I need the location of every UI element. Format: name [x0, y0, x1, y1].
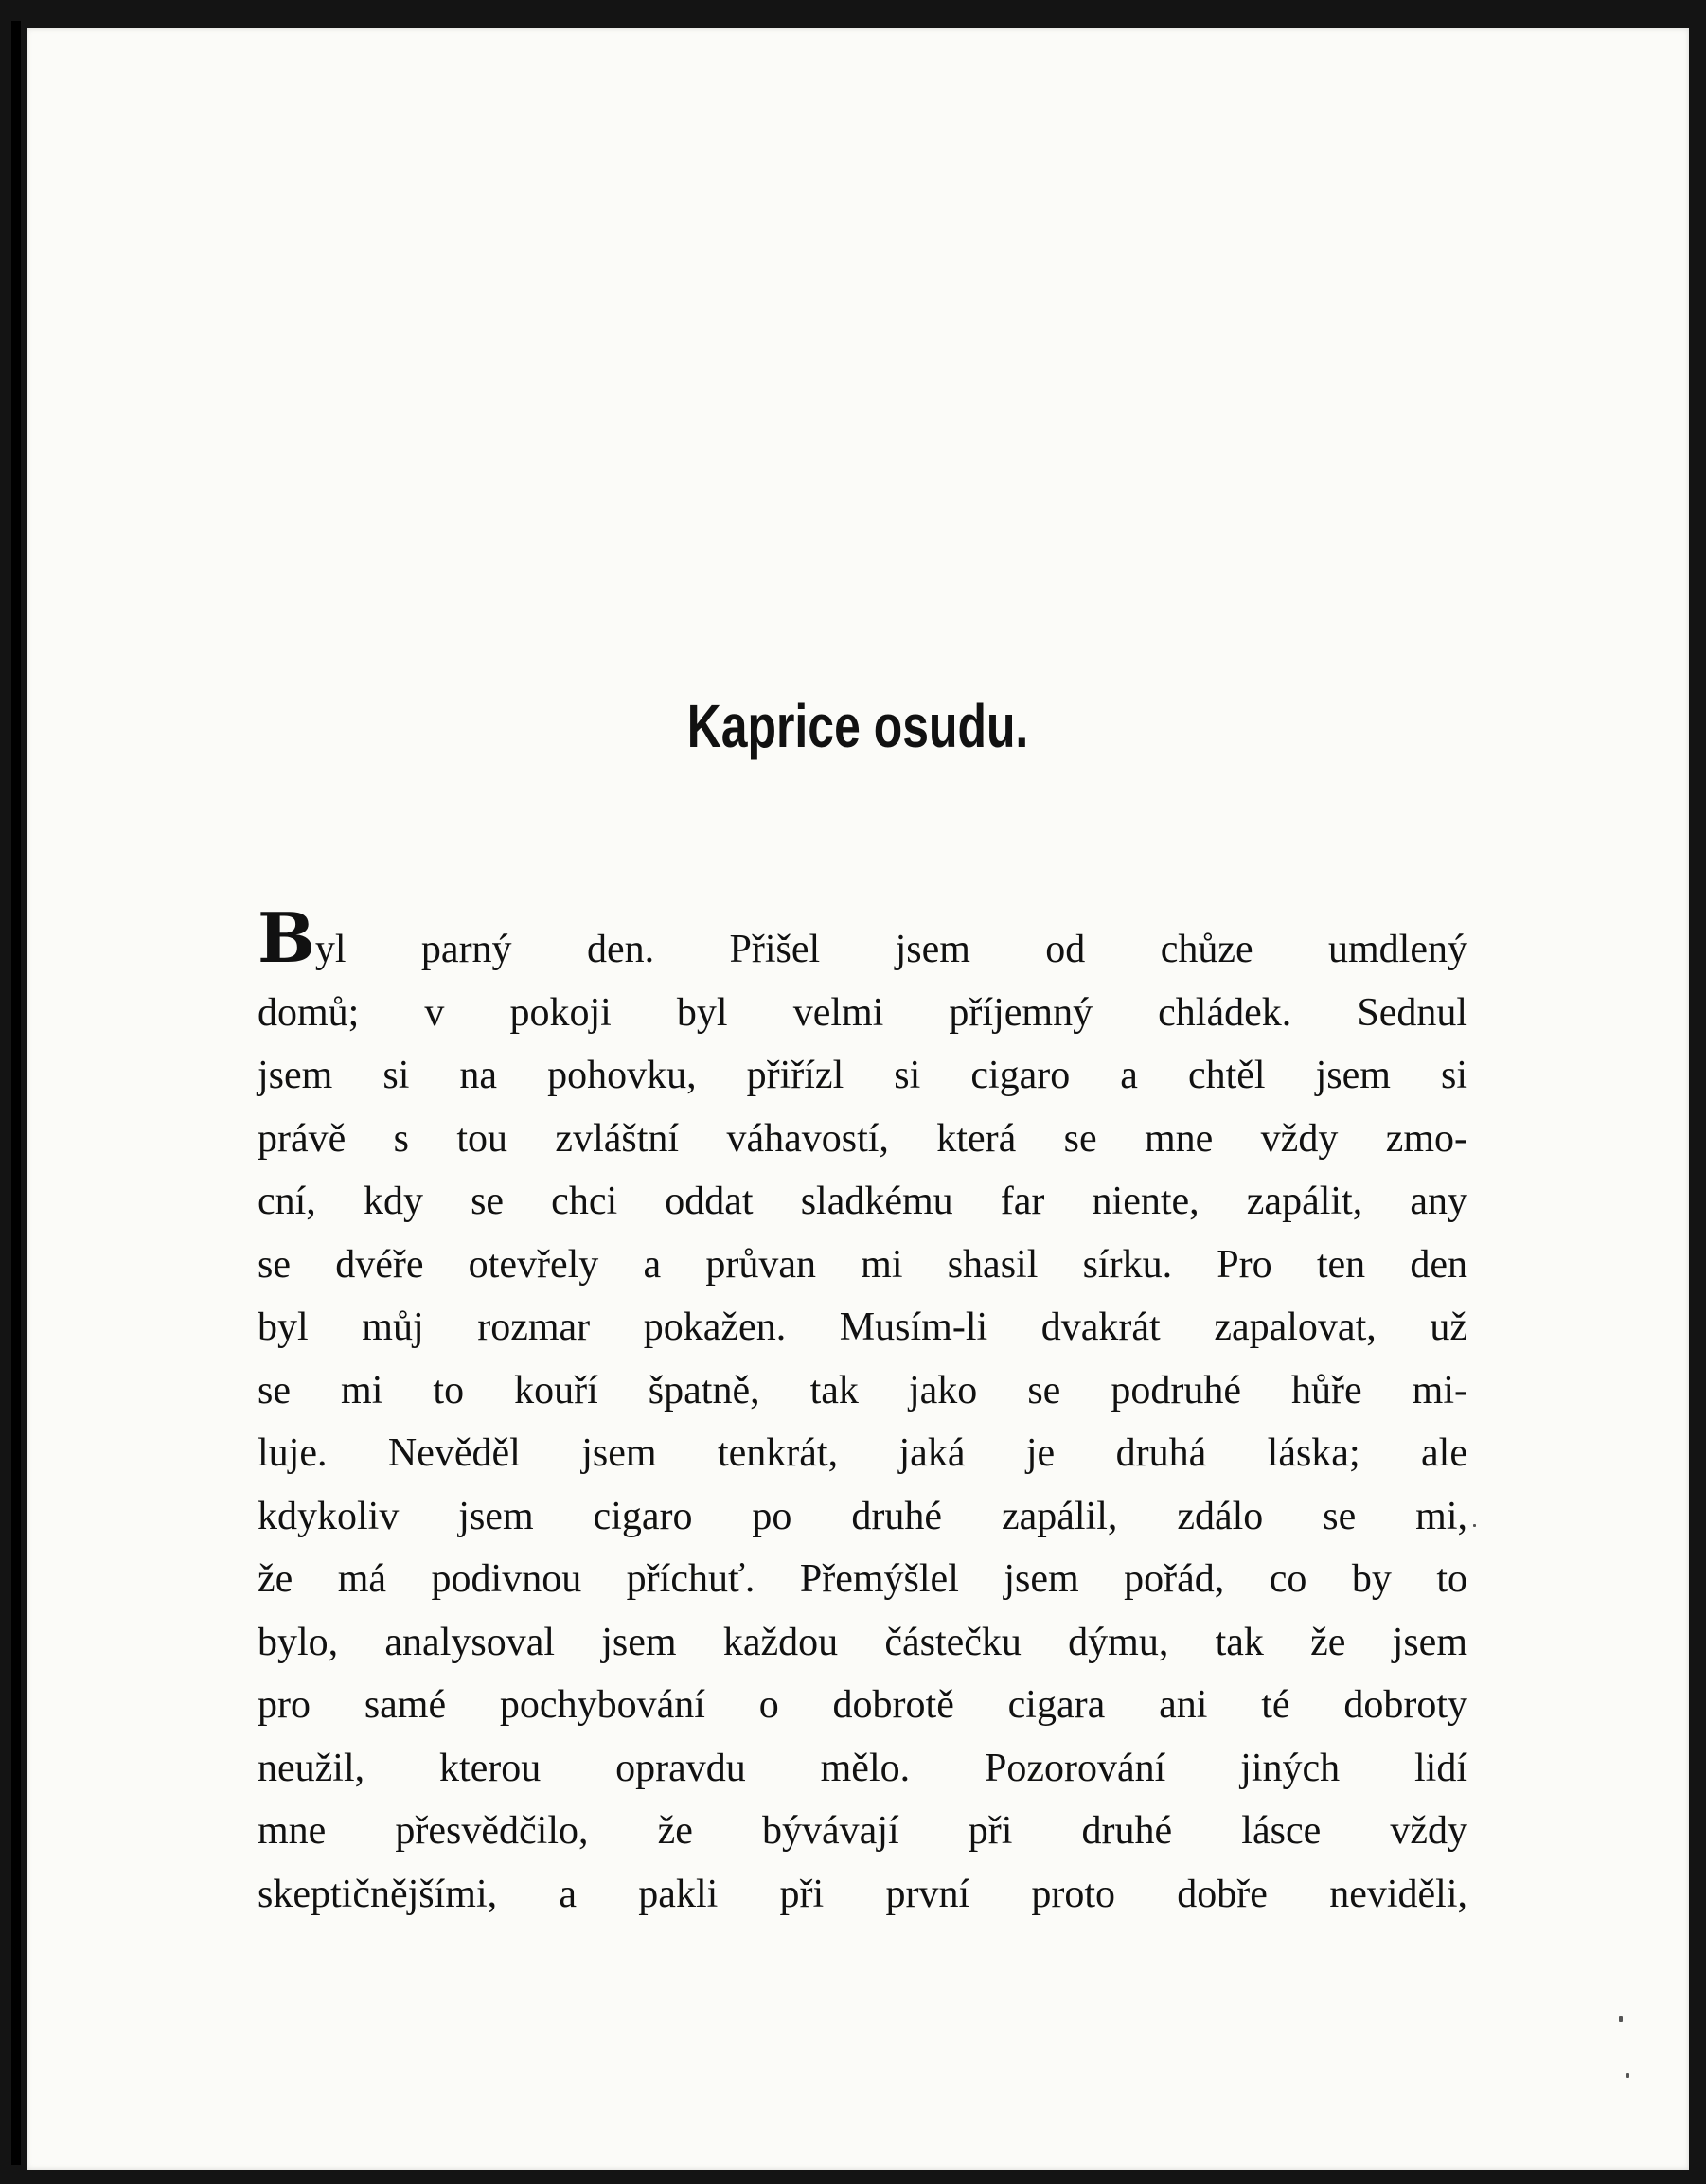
text-line: že má podivnou příchuť. Přemýšlel jsem pořád, co by to	[258, 1557, 1467, 1601]
text-line: skeptičnějšími, a pakli při první proto dobře neviděli,	[258, 1872, 1467, 1916]
page-edge-shadow	[11, 21, 21, 2165]
paper-speck	[1626, 2073, 1629, 2078]
text-line: neužil, kterou opravdu mělo. Pozorování jiných lidí	[258, 1746, 1467, 1790]
text-line: luje. Nevěděl jsem tenkrát, jaká je druhá láska; ale	[258, 1431, 1467, 1475]
text-line: právě s tou zvláštní váhavostí, která se mne vždy zmo-	[258, 1116, 1467, 1161]
text-line: domů; v pokoji byl velmi příjemný chládek. Sednul	[258, 990, 1467, 1035]
paper-speck	[1619, 2016, 1623, 2022]
text-line: jsem si na pohovku, přiřízl si cigaro a chtěl jsem si	[258, 1054, 1467, 1097]
text-line: kdykoliv jsem cigaro po druhé zapálil, zdálo se mi,	[258, 1494, 1467, 1538]
drop-cap: B	[258, 897, 315, 978]
text-line: se mi to kouří špatně, tak jako se podruhé hůře mi-	[258, 1368, 1467, 1412]
paper-speck	[1473, 1524, 1476, 1527]
text-line: mne přesvědčilo, že bývávají při druhé lásce vždy	[258, 1809, 1467, 1853]
text-line: se dvéře otevřely a průvan mi shasil sírku. Pro ten den	[258, 1242, 1467, 1287]
text-line: cní, kdy se chci oddat sladkému far niente, zapálit, any	[258, 1180, 1467, 1223]
body-text	[258, 897, 1467, 1926]
text-line: pro samé pochybování o dobrotě cigara ani té dobroty	[258, 1683, 1467, 1727]
text-line: byl můj rozmar pokažen. Musím-li dvakrát zapalovat, už	[258, 1305, 1467, 1349]
book-page	[27, 28, 1689, 2170]
chapter-title: Kaprice osudu.	[686, 692, 1029, 760]
text-line: Byl parný den. Přišel jsem od chůze umdlený	[258, 897, 1467, 978]
text-line: bylo, analysoval jsem každou částečku dýmu, tak že jsem	[258, 1620, 1467, 1664]
